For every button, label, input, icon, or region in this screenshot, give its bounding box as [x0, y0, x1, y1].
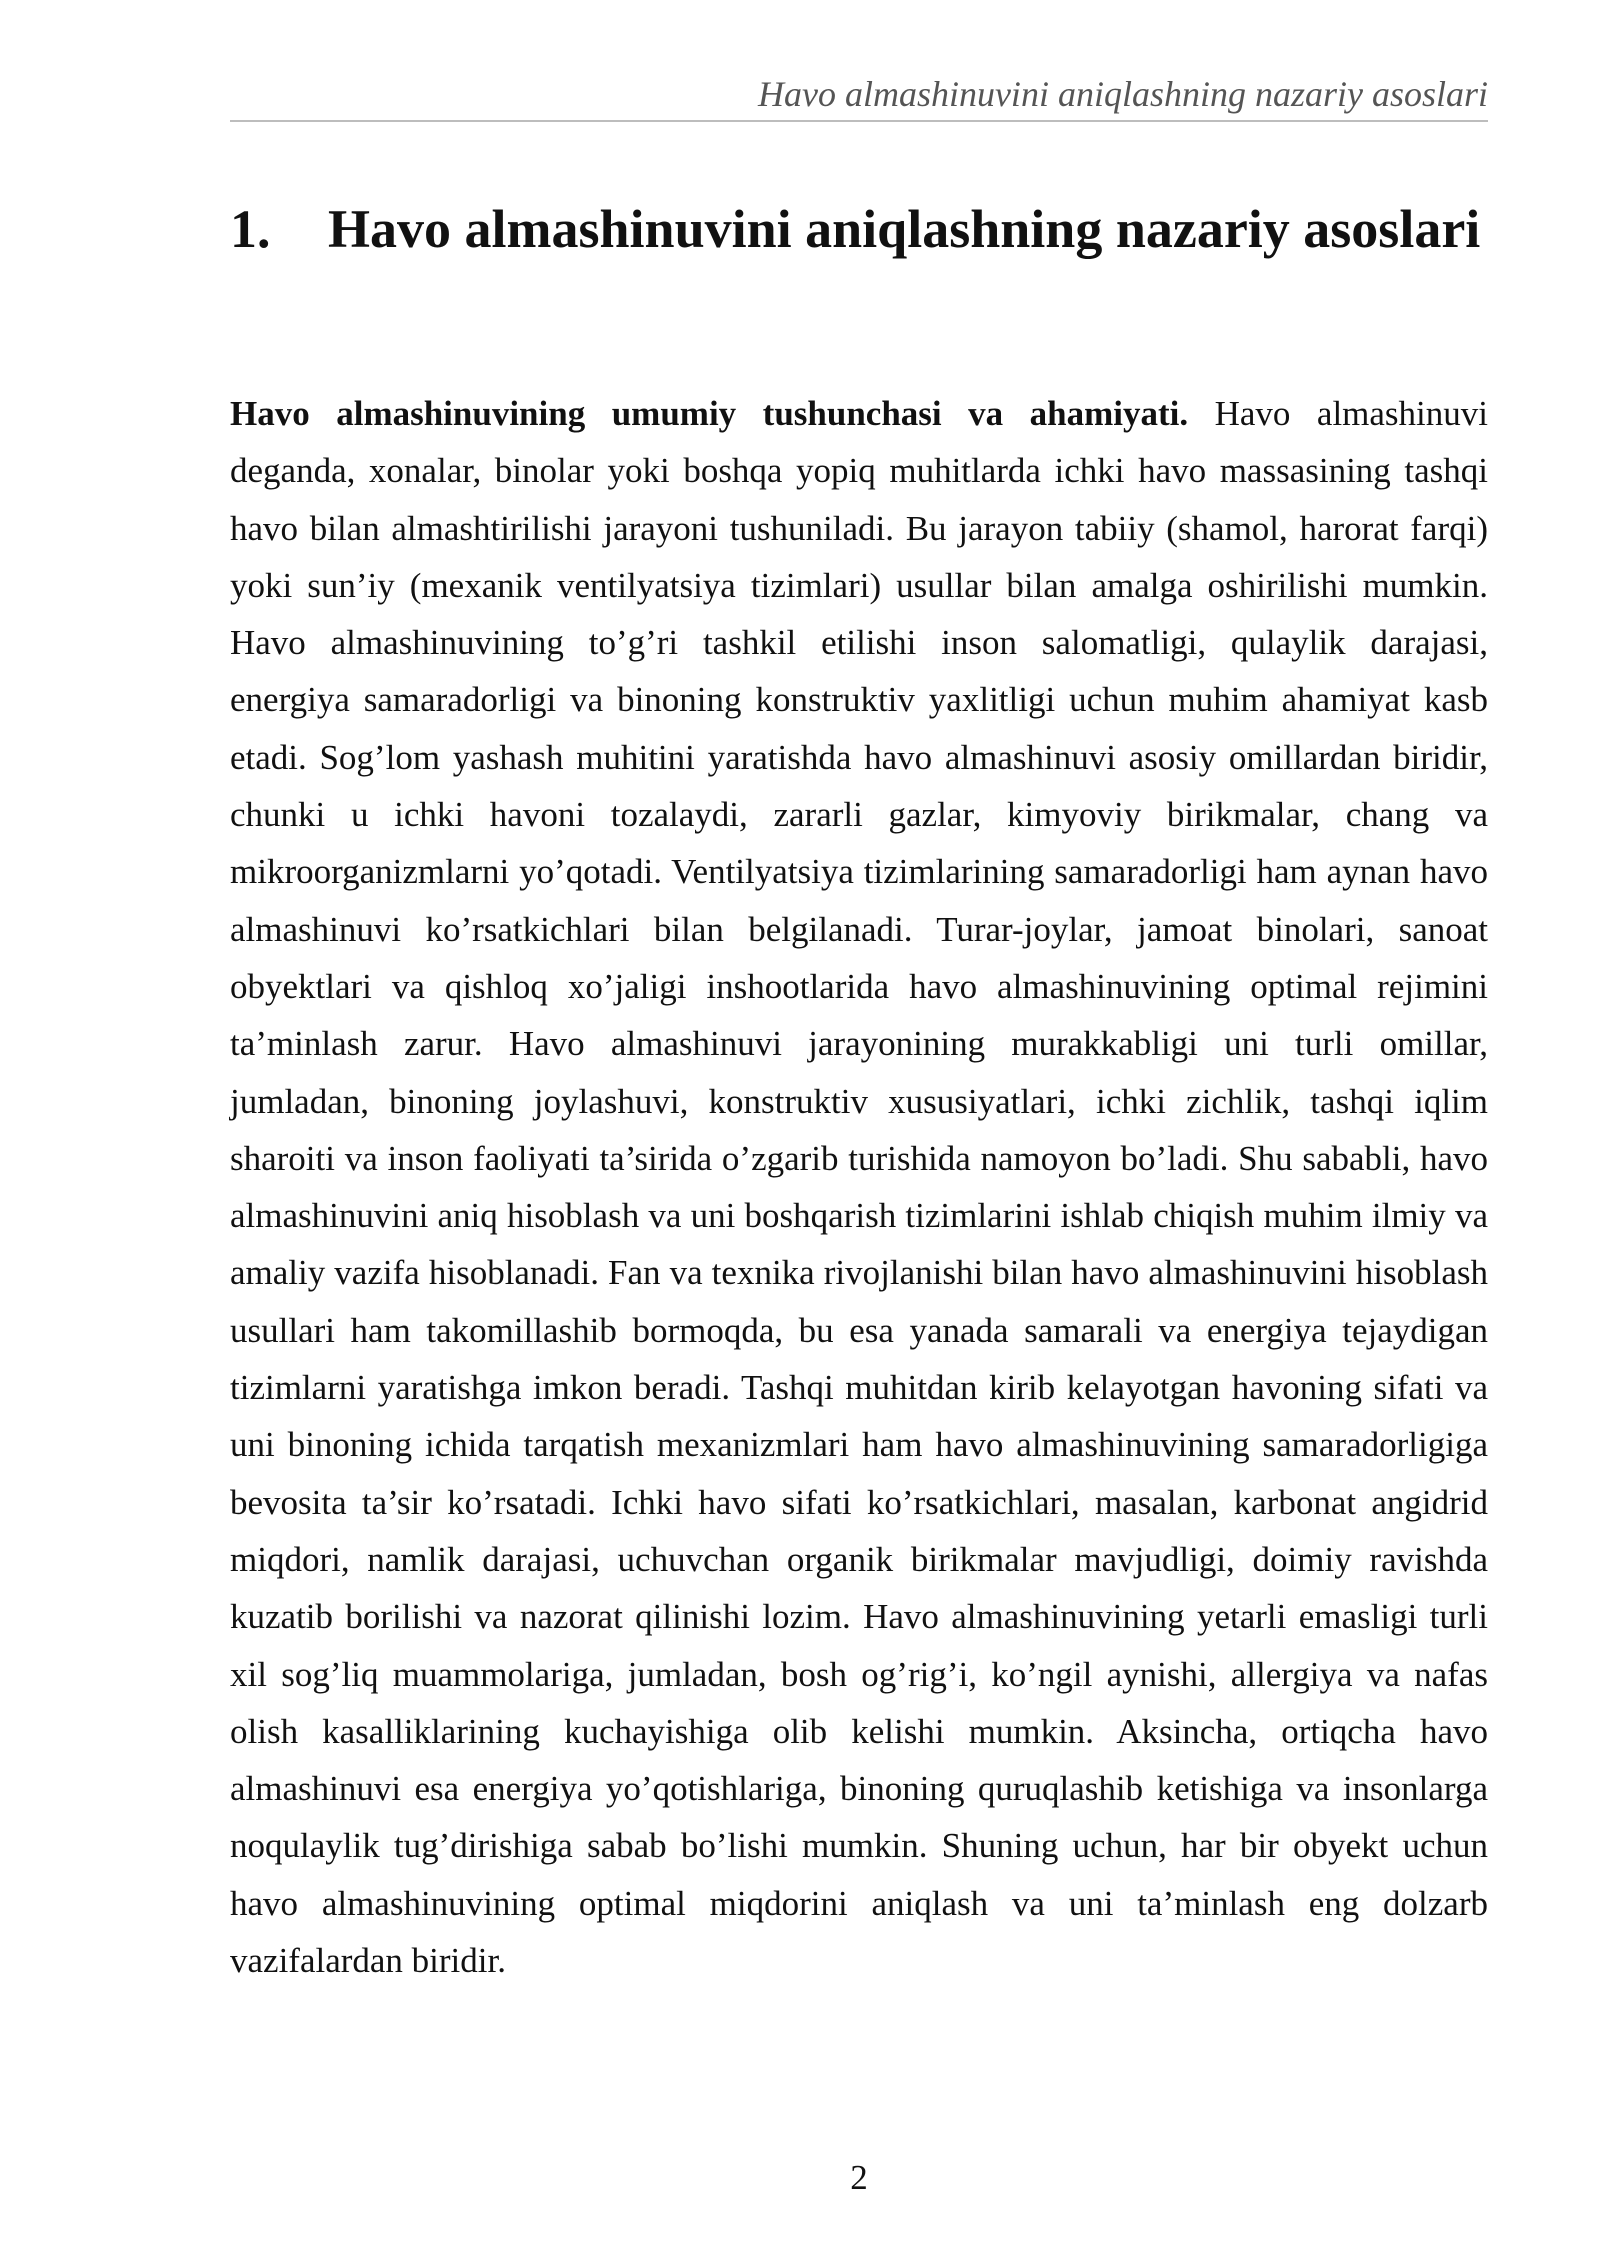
header-divider — [230, 120, 1488, 122]
paragraph-text: Havo almashinuvi deganda, xonalar, binolar yoki boshqa yopiq muhitlarda ichki havo massasining tashqi havo bilan almashtirilishi jarayoni tushuniladi. Bu jarayon tabiiy (shamol, harorat farqi) yoki sun’iy (mexanik ventilyatsiya tizimlari) usullar bilan amalga oshirilishi mumkin. Havo almashinuvining to’g’ri tashkil etilishi inson salomatligi, qulaylik darajasi, energiya samaradorligi va binoning konstruktiv yaxlitligi uchun muhim ahamiyat kasb etadi. Sog’lom yashash muhitini yaratishda havo almashinuvi asosiy omillardan biridir, chunki u ichki havoni tozalaydi, zararli gazlar, kimyoviy birikmalar, chang va mikroorganizmlarni yo’qotadi. Ventilyatsiya tizimlarining samaradorligi ham aynan havo almashinuvi ko’rsatkichlari bilan belgilanadi. Turar-joylar, jamoat binolari, sanoat obyektlari va qishloq xo’jaligi inshootlarida havo almashinuvining optimal rejimini ta’minlash zarur. Havo almashinuvi jarayonining murakkabligi uni turli omillar, jumladan, binoning joylashuvi, konstruktiv xususiyatlari, ichki zichlik, tashqi iqlim sharoiti va inson faoliyati ta’sirida o’zgarib turishida namoyon bo’ladi. Shu sababli, havo almashinuvini aniq hisoblash va uni boshqarish tizimlarini ishlab chiqish muhim ilmiy va amaliy vazifa hisoblanadi. Fan va texnika rivojlanishi bilan havo almashinuvini hisoblash usullari ham takomillashib bormoqda, bu esa yanada samarali va energiya tejaydigan tizimlarni yaratishga imkon beradi. Tashqi muhitdan kirib kelayotgan havoning sifati va uni binoning ichida tarqatish mexanizmlari ham havo almashinuvining samaradorligiga bevosita ta’sir ko’rsatadi. Ichki havo sifati ko’rsatkichlari, masalan, karbonat angidrid miqdori, namlik darajasi, uchuvchan organik birikmalar mavjudligi, doimiy ravishda kuzatib borilishi va nazorat qilinishi lozim. Havo almashinuvining yetarli emasligi turli xil sog’liq muammolariga, jumladan, bosh og’rig’i, ko’ngil aynishi, allergiya va nafas olish kasalliklarining kuchayishiga olib kelishi mumkin. Aksincha, ortiqcha havo almashinuvi esa energiya yo’qotishlariga, binoning quruqlashib ketishiga va insonlarga noqulaylik tug’dirishiga sabab bo’lishi mumkin. Shuning uchun, har bir obyekt uchun havo almashinuvining optimal miqdorini aniqlash va uni ta’minlash eng dolzarb vazifalardan biridir. — [230, 394, 1488, 1981]
chapter-number: 1. — [230, 199, 271, 259]
chapter-heading — [230, 188, 1488, 270]
body-paragraph — [230, 385, 1488, 1989]
section-run-in-heading: Havo almashinuvining umumiy tushunchasi va ahamiyati. — [230, 394, 1189, 433]
running-header: Havo almashinuvini aniqlashning nazariy asoslari — [757, 74, 1488, 114]
page-number: 2 — [850, 2158, 868, 2197]
chapter-title: Havo almashinuvini aniqlashning nazariy asoslari — [328, 199, 1481, 259]
